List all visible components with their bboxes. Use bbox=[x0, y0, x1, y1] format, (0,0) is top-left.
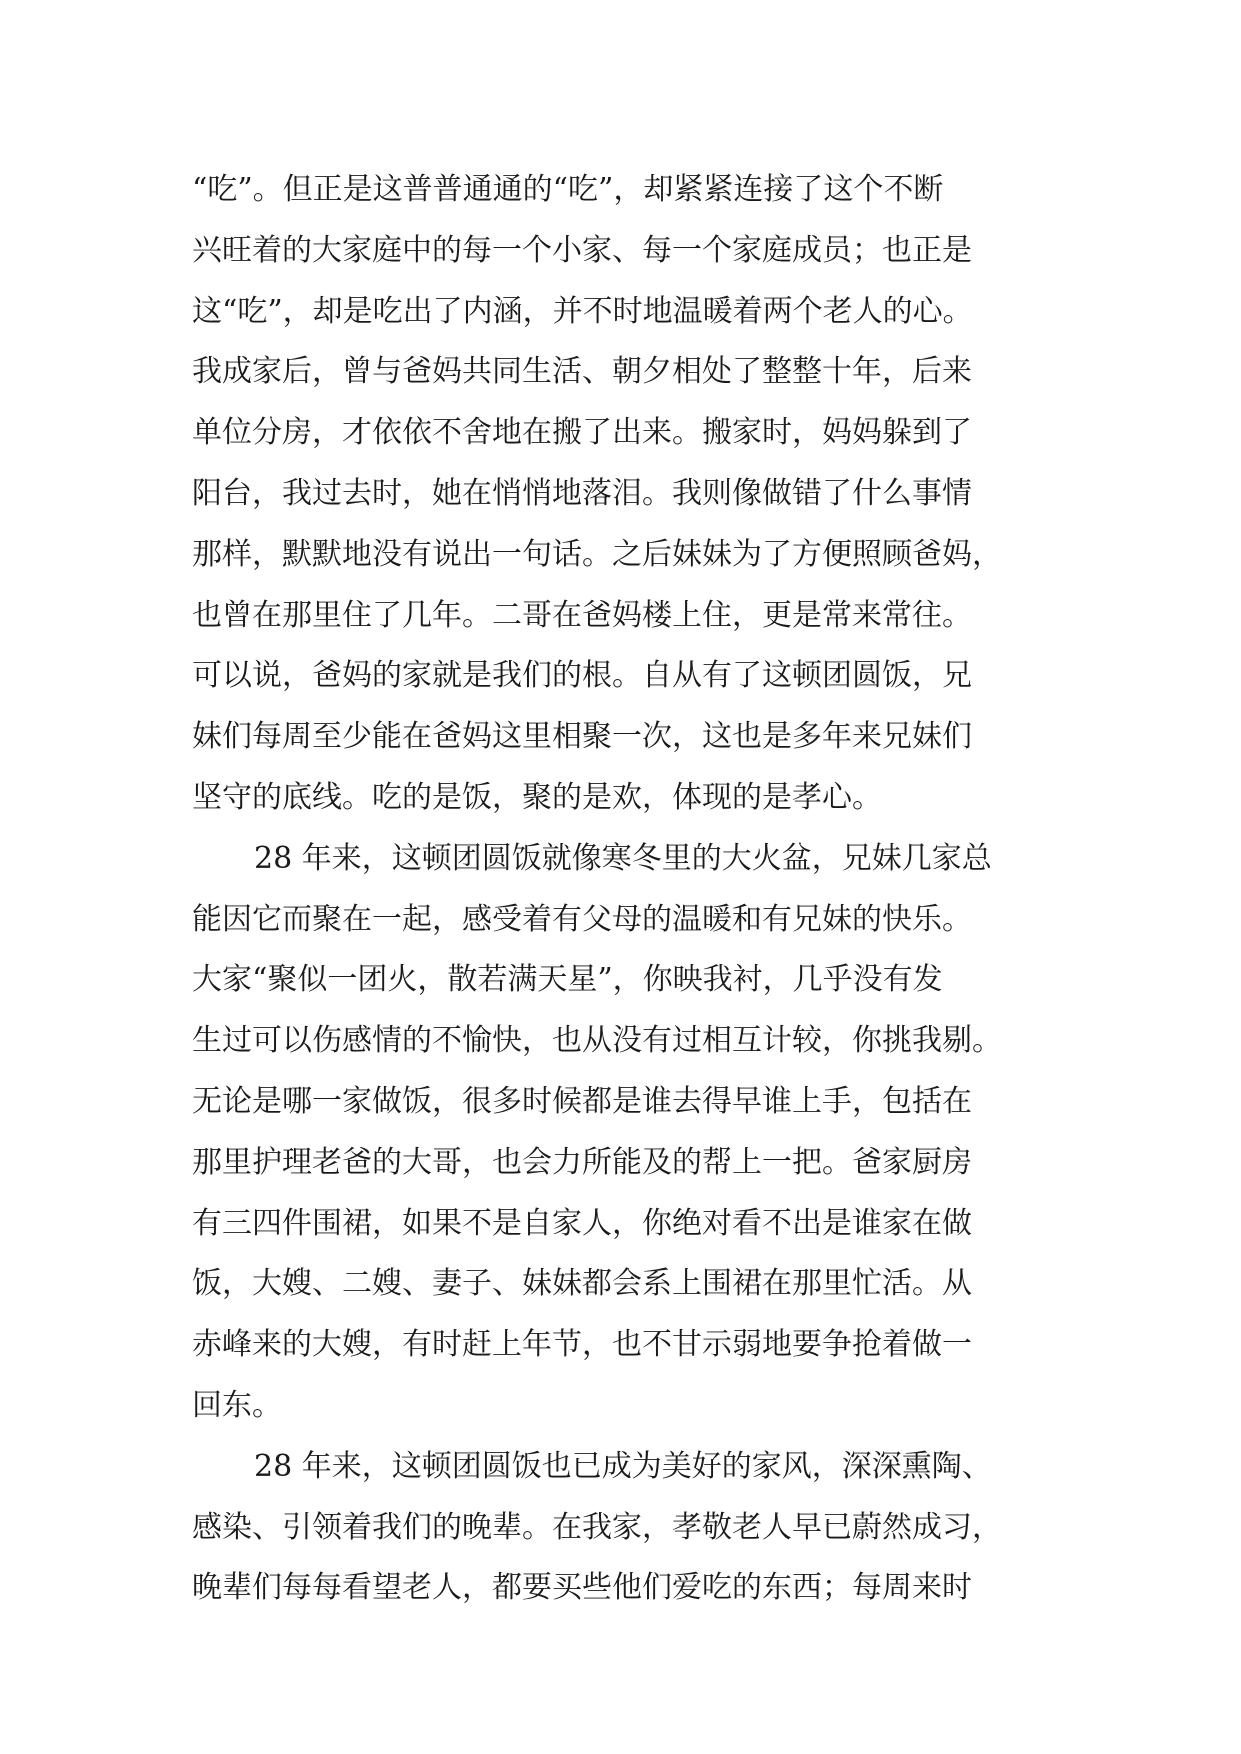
paragraph-1 bbox=[192, 160, 1062, 829]
text-line: 大家“聚似一团火，散若满天星”，你映我衬，几乎没有发 bbox=[192, 962, 943, 998]
text-line: 感染、引领着我们的晚辈。在我家，孝敬老人早已蔚然成习， bbox=[192, 1509, 1002, 1545]
text-line: 那样，默默地没有说出一句话。之后妹妹为了方便照顾爸妈， bbox=[192, 536, 1002, 572]
paragraph-3 bbox=[192, 1437, 1062, 1619]
text-line: 生过可以伤感情的不愉快，也从没有过相互计较，你挑我剔。 bbox=[192, 1023, 1002, 1059]
text-line: 坚守的底线。吃的是饭，聚的是欢，体现的是孝心。 bbox=[192, 779, 882, 815]
text-line-first: 28 年来，这顿团圆饭也已成为美好的家风，深深熏陶、 bbox=[254, 1448, 992, 1484]
text-line: 无论是哪一家做饭，很多时候都是谁去得早谁上手，包括在 bbox=[192, 1083, 972, 1119]
text-line: 可以说，爸妈的家就是我们的根。自从有了这顿团圆饭，兄 bbox=[192, 658, 972, 694]
text-line: 晚辈们每每看望老人，都要买些他们爱吃的东西；每周来时 bbox=[192, 1570, 972, 1606]
text-line: 有三四件围裙，如果不是自家人，你绝对看不出是谁家在做 bbox=[192, 1205, 972, 1241]
document-body bbox=[192, 160, 1062, 1619]
text-line: “吃”。但正是这普普通通的“吃”，却紧紧连接了这个不断 bbox=[192, 172, 944, 207]
text-line: 赤峰来的大嫂，有时赶上年节，也不甘示弱地要争抢着做一 bbox=[192, 1327, 972, 1363]
text-line: 兴旺着的大家庭中的每一个小家、每一个家庭成员；也正是 bbox=[192, 232, 972, 268]
text-line: 回东。 bbox=[192, 1387, 282, 1423]
text-line-first: 28 年来，这顿团圆饭就像寒冬里的大火盆，兄妹几家总 bbox=[254, 840, 992, 876]
text-line: 这“吃”，却是吃出了内涵，并不时地温暖着两个老人的心。 bbox=[192, 293, 973, 329]
text-line: 我成家后，曾与爸妈共同生活、朝夕相处了整整十年，后来 bbox=[192, 354, 972, 390]
paragraph-2 bbox=[192, 829, 1062, 1437]
text-line: 那里护理老爸的大哥，也会力所能及的帮上一把。爸家厨房 bbox=[192, 1144, 972, 1180]
text-line: 单位分房，才依依不舍地在搬了出来。搬家时，妈妈躲到了 bbox=[192, 415, 972, 451]
text-line: 阳台，我过去时，她在悄悄地落泪。我则像做错了什么事情 bbox=[192, 475, 972, 511]
text-line: 饭，大嫂、二嫂、妻子、妹妹都会系上围裙在那里忙活。从 bbox=[192, 1266, 972, 1302]
text-line: 妹们每周至少能在爸妈这里相聚一次，这也是多年来兄妹们 bbox=[192, 719, 972, 755]
text-line: 也曾在那里住了几年。二哥在爸妈楼上住，更是常来常往。 bbox=[192, 597, 972, 633]
text-line: 能因它而聚在一起，感受着有父母的温暖和有兄妹的快乐。 bbox=[192, 901, 972, 937]
